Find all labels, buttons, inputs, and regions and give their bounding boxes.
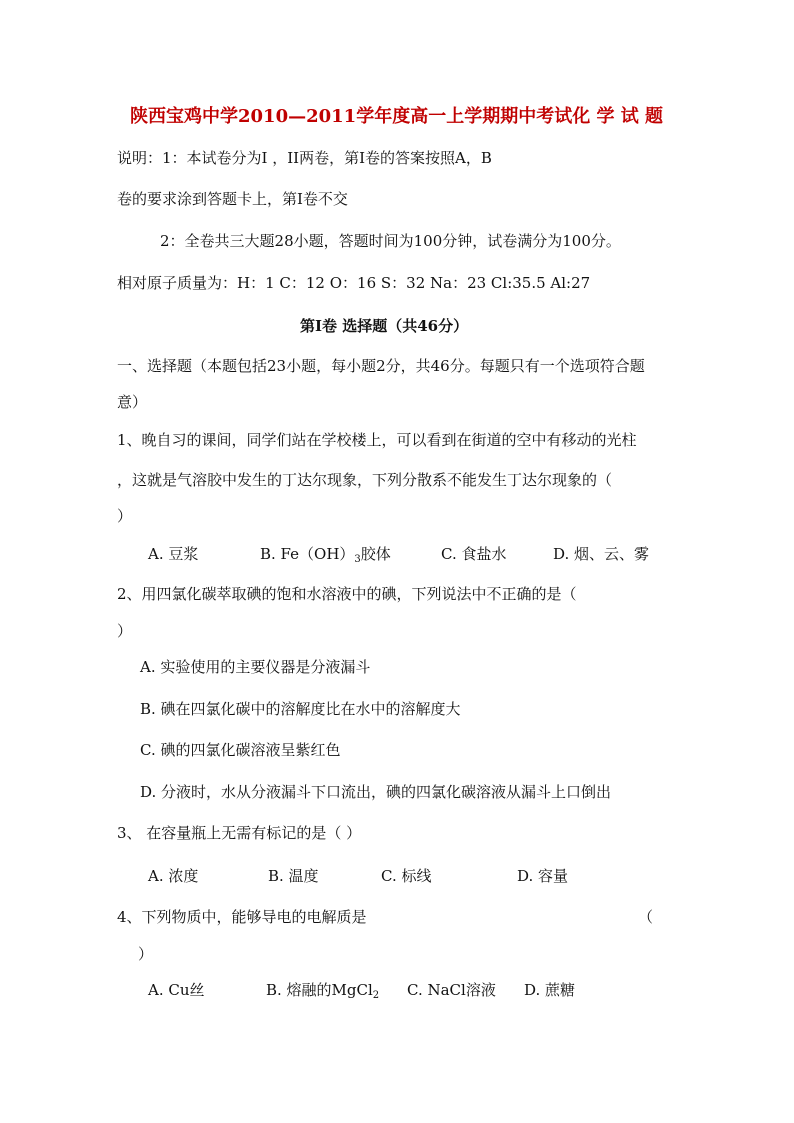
option-b-text: B. 熔融的MgCl <box>266 981 373 999</box>
question-4-option-b <box>266 980 379 1006</box>
question-2-option-a: A. 实验使用的主要仪器是分液漏斗 <box>140 658 371 676</box>
question-2-option-d: D. 分液时，水从分液漏斗下口流出，碘的四氯化碳溶液从漏斗上口倒出 <box>140 783 612 801</box>
question-4-line-1: 4、下列物质中，能够导电的电解质是 <box>117 908 367 926</box>
exam-title: 陕西宝鸡中学2010—2011学年度高一上学期期中考试化 学 试 题 <box>130 106 663 127</box>
question-1-line-2: ，这就是气溶胶中发生的丁达尔现象，下列分散系不能发生丁达尔现象的（ <box>117 471 613 489</box>
option-b-subscript: 3 <box>354 554 361 565</box>
question-3-option-d: D. 容量 <box>517 867 569 885</box>
question-3-option-c: C. 标线 <box>381 867 432 885</box>
question-1-option-b <box>260 544 391 570</box>
part-one-line-2: 意） <box>117 393 148 411</box>
instruction-line-2: 卷的要求涂到答题卡上，第I卷不交 <box>117 190 348 208</box>
question-1-option-c: C. 食盐水 <box>441 545 507 563</box>
question-4-option-c: C. NaCl溶液 <box>407 981 496 999</box>
option-b-subscript: 2 <box>372 990 380 1001</box>
question-4-close-paren: ） <box>138 945 154 963</box>
question-1-line-3: ） <box>117 507 133 525</box>
section-title: 第I卷 选择题（共46分） <box>300 317 469 335</box>
question-2-line-1: 2、用四氯化碳萃取碘的饱和水溶液中的碘，下列说法中不正确的是（ <box>117 585 577 603</box>
option-b-suffix: 胶体 <box>360 545 391 563</box>
question-1-line-1: 1、晚自习的课间，同学们站在学校楼上，可以看到在街道的空中有移动的光柱 <box>117 431 637 449</box>
question-4-open-paren: （ <box>638 908 654 926</box>
question-3-option-a: A. 浓度 <box>148 867 199 885</box>
question-1-option-a: A. 豆浆 <box>148 545 199 563</box>
question-1-option-d: D. 烟、云、雾 <box>553 545 650 563</box>
question-4-option-a: A. Cu丝 <box>148 981 205 999</box>
instruction-line-3: 2：全卷共三大题28小题，答题时间为100分钟，试卷满分为100分。 <box>160 232 621 250</box>
question-3-line-1: 3、 在容量瓶上无需有标记的是（ ） <box>117 824 362 842</box>
question-2-option-c: C. 碘的四氯化碳溶液呈紫红色 <box>140 741 341 759</box>
question-3-option-b: B. 温度 <box>268 867 319 885</box>
question-4-option-d: D. 蔗糖 <box>524 981 576 999</box>
question-2-option-b: B. 碘在四氯化碳中的溶解度比在水中的溶解度大 <box>140 700 461 718</box>
part-one-line-1: 一、选择题（本题包括23小题，每小题2分，共46分。每题只有一个选项符合题 <box>117 357 645 375</box>
question-2-line-2: ） <box>117 622 133 640</box>
atomic-masses: 相对原子质量为：H：1 C：12 O：16 S：32 Na：23 Cl:35.5 Al:27 <box>117 274 591 292</box>
instruction-line-1: 说明：1：本试卷分为I ，II两卷，第I卷的答案按照A，B <box>117 149 492 167</box>
option-b-text: B. Fe（OH） <box>260 545 355 563</box>
